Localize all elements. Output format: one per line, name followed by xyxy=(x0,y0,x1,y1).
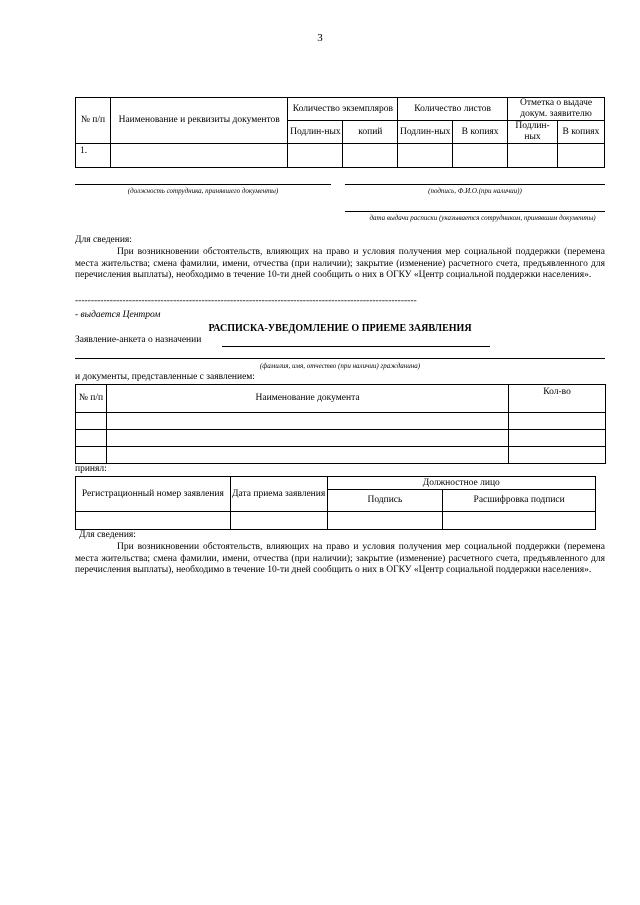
cell[interactable] xyxy=(106,413,508,430)
receipt-title: РАСПИСКА-УВЕДОМЛЕНИЕ О ПРИЕМЕ ЗАЯВЛЕНИЯ xyxy=(208,323,472,334)
cell[interactable] xyxy=(443,512,596,530)
accepted-label: принял: xyxy=(75,464,107,474)
table-row xyxy=(76,447,606,464)
cell[interactable] xyxy=(509,430,606,447)
cell[interactable] xyxy=(288,144,343,168)
header-num: № п/п xyxy=(76,98,111,144)
header-reg-number: Регистрационный номер заявления xyxy=(76,477,231,512)
issued-by-label: - выдается Центром xyxy=(75,310,161,320)
submitted-documents-table xyxy=(75,384,606,464)
cell[interactable] xyxy=(230,512,327,530)
citizen-line[interactable] xyxy=(75,358,605,359)
info-text: При возникновении обстоятельств, влияющих на право и условия получения мер социальной поддержки (перемена места жительства; смена фамилии, имени, отчества (при наличии); закрытие (изменение) расчетного счета, предъявленного для перечисления выплаты), необходимо в течение 10-ти дней сообщить о них в ОГКУ «Центр социальной поддержки населения». xyxy=(75,247,605,280)
header-originals-2: Подлин-ных xyxy=(398,121,453,144)
date-line[interactable] xyxy=(345,211,605,212)
header-signature: Подпись xyxy=(327,490,443,512)
citizen-caption: (фамилия, имя, отчество (при наличии) гражданина) xyxy=(259,362,421,370)
table-row xyxy=(76,430,606,447)
cell[interactable] xyxy=(76,447,107,464)
position-line[interactable] xyxy=(75,184,331,185)
cell[interactable] xyxy=(398,144,453,168)
table-row xyxy=(76,413,606,430)
position-caption: (должность сотрудника, принявшего документы) xyxy=(127,187,279,195)
header-doc-name: Наименование документа xyxy=(106,385,508,413)
cell[interactable] xyxy=(327,512,443,530)
cell[interactable] xyxy=(106,447,508,464)
header-copies-count: Количество экземпляров xyxy=(288,98,398,121)
cell[interactable] xyxy=(76,413,107,430)
header-num: № п/п xyxy=(76,385,107,413)
cell[interactable] xyxy=(508,144,558,168)
page-number: 3 xyxy=(317,32,323,44)
date-caption: дата выдачи расписки (указывается сотрудником, принявшим документы) xyxy=(369,214,596,222)
table-row xyxy=(76,144,605,168)
application-line[interactable] xyxy=(222,346,490,347)
cell[interactable] xyxy=(76,430,107,447)
header-originals-3: Подлин-ных xyxy=(508,121,558,144)
signature-line[interactable] xyxy=(345,184,605,185)
cell[interactable] xyxy=(509,413,606,430)
cell[interactable] xyxy=(106,430,508,447)
info-heading: Для сведения: xyxy=(75,235,132,245)
application-label: Заявление-анкета о назначении xyxy=(75,335,202,345)
cell[interactable] xyxy=(509,447,606,464)
signature-caption: (подпись, Ф.И.О.(при наличии)) xyxy=(428,187,522,195)
cut-line: ------------------------------------------------------------------------------------------------------------ xyxy=(75,296,417,306)
cell[interactable] xyxy=(343,144,398,168)
header-issue-mark: Отметка о выдаче докум. заявителю xyxy=(508,98,605,121)
header-quantity: Кол-во xyxy=(509,385,606,413)
header-copies-2: В копиях xyxy=(453,121,508,144)
header-signature-decode: Расшифровка подписи xyxy=(443,490,596,512)
cell[interactable] xyxy=(453,144,508,168)
header-copies-1: копий xyxy=(343,121,398,144)
header-doc-name: Наименование и реквизиты документов xyxy=(110,98,288,144)
row-number: 1. xyxy=(76,144,111,168)
header-copies-3: В копиях xyxy=(558,121,605,144)
cell[interactable] xyxy=(558,144,605,168)
cell[interactable] xyxy=(76,512,231,530)
documents-label: и документы, представленные с заявлением: xyxy=(75,372,255,382)
info-text: При возникновении обстоятельств, влияющих на право и условия получения мер социальной поддержки (перемена места жительства; смена фамилии, имени, отчества (при наличии); закрытие (изменение) расчетного счета, предъявленного для перечисления выплаты), необходимо в течение 10-ти дней сообщить о них в ОГКУ «Центр социальной поддержки населения». xyxy=(75,542,605,575)
info-heading: Для сведения: xyxy=(79,530,136,540)
header-official: Должностное лицо xyxy=(327,477,595,490)
cell[interactable] xyxy=(110,144,288,168)
acceptance-table xyxy=(75,476,596,530)
header-originals-1: Подлин-ных xyxy=(288,121,343,144)
documents-table xyxy=(75,97,605,168)
header-sheets-count: Количество листов xyxy=(398,98,508,121)
table-row xyxy=(76,512,596,530)
header-accept-date: Дата приема заявления xyxy=(230,477,327,512)
